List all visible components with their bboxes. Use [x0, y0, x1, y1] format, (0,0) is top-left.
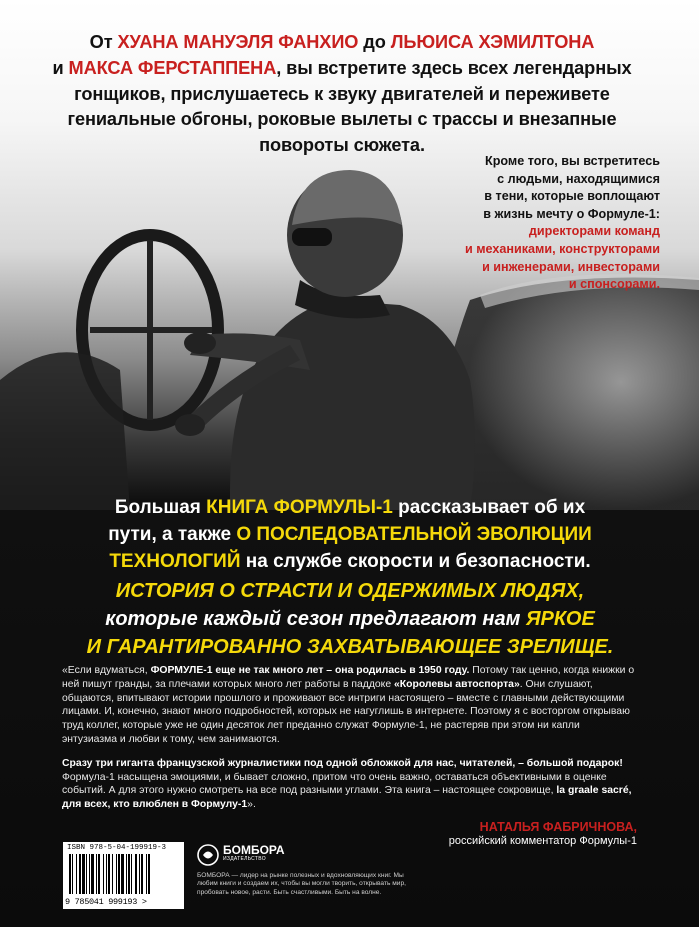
barcode-bars — [67, 854, 179, 896]
quote-text: ». — [247, 799, 256, 811]
quote-text: . Они слушают, общаются, впитывают истории прошлого и проживают все интриги настоящего – вместе с главными действующими лицами. И, конечно, знают много подробностей, которых не нагуглишь в интернете. Поэтому я с восторгом открываю труд коллег, которые уже не один десяток лет преданно служат Формуле-1, не растеряв при этом ни капли энтузиазма и любви к тому, чем занимаются. — [62, 678, 630, 745]
technology-highlight: ТЕХНОЛОГИЙ — [109, 551, 241, 572]
quote-paragraph-2 — [62, 757, 637, 812]
side-line: в тени, которые воплощают — [484, 189, 660, 204]
isbn-barcode — [63, 842, 184, 909]
quote-text: Потому так ценно, когда книжки о ней пишут гранды, за плечами которых много лет работы в паддоке — [62, 665, 635, 690]
mid-text: Большая — [114, 497, 207, 518]
barcode-digits: 9 785041 999193 > — [65, 897, 147, 907]
side-line: в жизнь мечту о Формуле-1: — [483, 206, 660, 221]
quote-signature — [449, 820, 637, 848]
quote-paragraph-1 — [62, 664, 637, 747]
signature-name: НАТАЛЬЯ ФАБРИЧНОВА, — [479, 820, 637, 834]
intro-text: и — [52, 57, 69, 78]
isbn-text: ISBN 978-5-04-199919-3 — [67, 844, 167, 852]
quote-bold: ФОРМУЛЕ-1 еще не так много лет – она родилась в 1950 году. — [150, 665, 470, 676]
bombora-logo-icon — [197, 844, 219, 866]
name-hamilton: ЛЬЮИСА ХЭМИЛТОНА — [390, 32, 595, 52]
side-line: с людьми, находящимися — [497, 171, 660, 186]
side-list-item: и инженерами, инвесторами — [482, 259, 660, 274]
quote-bold: Сразу три гиганта французской журналистики под одной обложкой для нас, читателей, – большой подарок! — [62, 757, 623, 769]
tagline-highlight: ЯРКОЕ — [525, 608, 595, 630]
publisher-logo-text: БОМБОРА — [223, 843, 285, 857]
quote-bold: «Королевы автоспорта» — [394, 678, 520, 690]
evolution-highlight: О ПОСЛЕДОВАТЕЛЬНОЙ ЭВОЛЮЦИИ — [236, 524, 592, 545]
history-tagline — [40, 577, 660, 661]
tagline-line-1: ИСТОРИЯ О СТРАСТИ И ОДЕРЖИМЫХ ЛЮДЯХ, — [115, 580, 585, 602]
mid-text: на службе скорости и безопасности. — [240, 551, 591, 572]
intro-text: , вы встретите здесь всех легендарных гонщиков, прислушаетесь к звуку двигателей и переживете гениальные обгоны, роковые вылеты с трассы и внезапные повороты сюжета. — [67, 57, 632, 156]
side-list-item: директорами команд — [528, 224, 660, 239]
side-list-item: и спонсорами. — [568, 277, 660, 292]
intro-text: до — [358, 32, 391, 52]
tagline-line-3: И ГАРАНТИРОВАННО ЗАХВАТЫВАЮЩЕЕ ЗРЕЛИЩЕ. — [86, 636, 614, 658]
book-title-highlight: КНИГА ФОРМУЛЫ-1 — [206, 497, 393, 518]
mid-text: рассказывает об их — [392, 497, 586, 518]
quote-text: Формула-1 насыщена эмоциями, и бывает сложно, притом что очень важно, оставаться объективными в оценке событий. А для этого нужно смотреть на все под разными углами. Эта книга – настоящее сокровище, — [62, 771, 607, 797]
side-line: Кроме того, вы встретитесь — [485, 154, 660, 168]
name-verstappen: МАКСА ФЕРСТАППЕНА — [68, 57, 277, 78]
tagline-line-2: которые каждый сезон предлагают нам — [105, 608, 526, 630]
name-fangio: ХУАНА МАНУЭЛЯ ФАНХИО — [117, 32, 359, 52]
publisher-logo — [197, 843, 285, 866]
publisher-logo-subtitle: ИЗДАТЕЛЬСТВО — [223, 856, 266, 862]
commentator-quote — [62, 664, 637, 822]
quote-text: «Если вдуматься, — [62, 665, 151, 676]
side-paragraph — [420, 153, 660, 294]
mid-text: пути, а также — [108, 524, 237, 545]
side-list-item: и механиками, конструкторами — [464, 241, 660, 256]
main-description — [40, 494, 660, 575]
quote-bold: la graale sacré, для всех, кто влюблен в Формулу-1 — [62, 785, 632, 811]
signature-role: российский комментатор Формулы-1 — [448, 835, 637, 847]
publisher-description: БОМБОРА — лидер на рынке полезных и вдохновляющих книг. Мы любим книги и создаем их, чтобы вы могли творить, открывать мир, пробовать новое, расти. Быть счастливыми. Быть на волне. — [197, 872, 406, 896]
intro-text: От — [89, 32, 118, 52]
